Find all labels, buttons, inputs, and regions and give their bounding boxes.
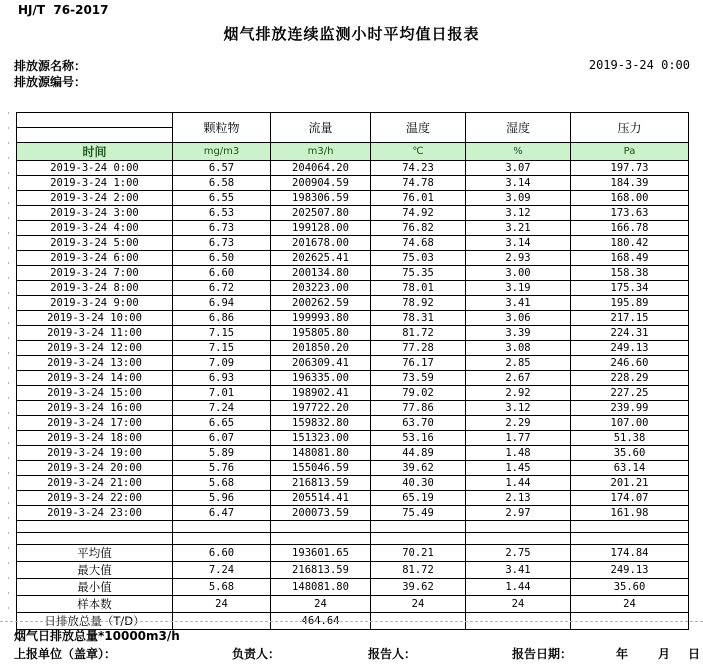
value-cell: 24 xyxy=(571,596,689,613)
time-cell: 2019-3-24 22:00 xyxy=(17,491,173,506)
value-cell: 249.13 xyxy=(571,341,689,356)
time-cell: 2019-3-24 18:00 xyxy=(17,431,173,446)
source-id-label: 排放源编号： xyxy=(14,75,87,89)
table-row xyxy=(17,476,689,491)
value-cell: 1.48 xyxy=(466,446,571,461)
flow-total-note: 烟气日排放总量*10000m3/h xyxy=(14,629,180,643)
value-cell: 6.55 xyxy=(173,191,271,206)
table-row xyxy=(17,161,689,176)
value-cell: 6.60 xyxy=(173,545,271,562)
summary-row xyxy=(17,545,689,562)
table-row xyxy=(17,176,689,191)
value-cell: 200262.59 xyxy=(271,296,371,311)
value-cell: 3.00 xyxy=(466,266,571,281)
value-cell: 216813.59 xyxy=(271,562,371,579)
value-cell: 3.19 xyxy=(466,281,571,296)
value-cell: 3.08 xyxy=(466,341,571,356)
value-cell xyxy=(371,533,466,545)
value-cell: 180.42 xyxy=(571,236,689,251)
value-cell: 3.41 xyxy=(466,296,571,311)
value-cell xyxy=(271,533,371,545)
value-cell: 2.29 xyxy=(466,416,571,431)
value-cell: 201678.00 xyxy=(271,236,371,251)
summary-row xyxy=(17,596,689,613)
value-cell: 464.64 xyxy=(271,613,371,630)
time-cell: 2019-3-24 16:00 xyxy=(17,401,173,416)
table-row xyxy=(17,401,689,416)
value-cell: 3.07 xyxy=(466,161,571,176)
value-cell xyxy=(371,521,466,533)
value-cell: 75.49 xyxy=(371,506,466,521)
value-cell: 6.65 xyxy=(173,416,271,431)
value-cell: 3.41 xyxy=(466,562,571,579)
value-cell: 2.13 xyxy=(466,491,571,506)
value-cell: 78.31 xyxy=(371,311,466,326)
time-cell: 2019-3-24 21:00 xyxy=(17,476,173,491)
value-cell: 39.62 xyxy=(371,579,466,596)
value-cell: 6.07 xyxy=(173,431,271,446)
table-row xyxy=(17,371,689,386)
value-cell: 53.16 xyxy=(371,431,466,446)
value-cell: 168.00 xyxy=(571,191,689,206)
value-cell: 201.21 xyxy=(571,476,689,491)
value-cell: 216813.59 xyxy=(271,476,371,491)
value-cell: 195805.80 xyxy=(271,326,371,341)
value-cell: 195.89 xyxy=(571,296,689,311)
standard-code: HJ/T 76-2017 xyxy=(18,3,109,17)
value-cell: 168.49 xyxy=(571,251,689,266)
value-cell: 24 xyxy=(371,596,466,613)
value-cell: 63.14 xyxy=(571,461,689,476)
time-cell: 2019-3-24 5:00 xyxy=(17,236,173,251)
value-cell: 6.86 xyxy=(173,311,271,326)
value-cell: 174.84 xyxy=(571,545,689,562)
value-cell: 40.30 xyxy=(371,476,466,491)
value-cell: 24 xyxy=(466,596,571,613)
value-cell: 200904.59 xyxy=(271,176,371,191)
value-cell xyxy=(466,533,571,545)
value-cell: 228.29 xyxy=(571,371,689,386)
value-cell: 2.97 xyxy=(466,506,571,521)
value-cell: 239.99 xyxy=(571,401,689,416)
table-body xyxy=(17,161,689,630)
time-cell: 2019-3-24 23:00 xyxy=(17,506,173,521)
time-cell: 2019-3-24 1:00 xyxy=(17,176,173,191)
value-cell: 107.00 xyxy=(571,416,689,431)
empty-row xyxy=(17,533,689,545)
value-cell: 77.28 xyxy=(371,341,466,356)
value-cell: 198902.41 xyxy=(271,386,371,401)
report-date-label: 报告日期： xyxy=(512,647,573,661)
value-cell: 6.47 xyxy=(173,506,271,521)
value-cell: 35.60 xyxy=(571,446,689,461)
time-cell: 2019-3-24 0:00 xyxy=(17,161,173,176)
cell xyxy=(17,533,173,545)
time-cell: 2019-3-24 7:00 xyxy=(17,266,173,281)
value-cell: 78.01 xyxy=(371,281,466,296)
sum-label: 平均值 xyxy=(17,545,173,562)
value-cell xyxy=(466,521,571,533)
value-cell: 77.86 xyxy=(371,401,466,416)
report-unit-label: 上报单位（盖章）： xyxy=(14,647,117,661)
value-cell: 7.09 xyxy=(173,356,271,371)
time-cell: 2019-3-24 4:00 xyxy=(17,221,173,236)
value-cell: 39.62 xyxy=(371,461,466,476)
value-cell: 246.60 xyxy=(571,356,689,371)
value-cell: 1.44 xyxy=(466,579,571,596)
time-cell: 2019-3-24 8:00 xyxy=(17,281,173,296)
time-cell: 2019-3-24 15:00 xyxy=(17,386,173,401)
sum-label: 最小值 xyxy=(17,579,173,596)
value-cell: 148081.80 xyxy=(271,579,371,596)
value-cell: 197.73 xyxy=(571,161,689,176)
time-cell: 2019-3-24 19:00 xyxy=(17,446,173,461)
value-cell: 159832.80 xyxy=(271,416,371,431)
value-cell: 78.92 xyxy=(371,296,466,311)
value-cell: 81.72 xyxy=(371,562,466,579)
table-row xyxy=(17,251,689,266)
value-cell: 7.01 xyxy=(173,386,271,401)
value-cell: 6.58 xyxy=(173,176,271,191)
empty-row xyxy=(17,521,689,533)
value-cell: 202507.80 xyxy=(271,206,371,221)
time-cell: 2019-3-24 11:00 xyxy=(17,326,173,341)
value-cell: 24 xyxy=(173,596,271,613)
value-cell xyxy=(173,521,271,533)
value-cell xyxy=(571,533,689,545)
value-cell: 224.31 xyxy=(571,326,689,341)
value-cell: 5.76 xyxy=(173,461,271,476)
table-row xyxy=(17,356,689,371)
value-cell: 174.07 xyxy=(571,491,689,506)
value-cell: 74.78 xyxy=(371,176,466,191)
value-cell: 51.38 xyxy=(571,431,689,446)
time-cell: 2019-3-24 2:00 xyxy=(17,191,173,206)
report-datetime: 2019-3-24 0:00 xyxy=(588,58,690,72)
time-cell: 2019-3-24 14:00 xyxy=(17,371,173,386)
header-row-top xyxy=(17,113,689,128)
value-cell: 74.92 xyxy=(371,206,466,221)
month-label: 月 xyxy=(658,647,671,661)
value-cell: 7.15 xyxy=(173,341,271,356)
value-cell: 3.12 xyxy=(466,401,571,416)
value-cell xyxy=(271,521,371,533)
value-cell: 6.73 xyxy=(173,221,271,236)
value-cell: 217.15 xyxy=(571,311,689,326)
table-row xyxy=(17,221,689,236)
value-cell: 7.15 xyxy=(173,326,271,341)
table-row xyxy=(17,236,689,251)
value-cell: 199128.00 xyxy=(271,221,371,236)
time-cell: 2019-3-24 3:00 xyxy=(17,206,173,221)
value-cell: 227.25 xyxy=(571,386,689,401)
table-row xyxy=(17,446,689,461)
value-cell: 200134.80 xyxy=(271,266,371,281)
value-cell: 79.02 xyxy=(371,386,466,401)
value-cell: 5.68 xyxy=(173,476,271,491)
time-cell: 2019-3-24 12:00 xyxy=(17,341,173,356)
value-cell: 76.82 xyxy=(371,221,466,236)
time-column-header: 时间 xyxy=(17,143,173,161)
day-label: 日 xyxy=(688,647,701,661)
value-cell: 1.45 xyxy=(466,461,571,476)
value-cell: 6.50 xyxy=(173,251,271,266)
corner-cell-bottom xyxy=(17,128,173,143)
value-cell: 76.01 xyxy=(371,191,466,206)
value-cell: 206309.41 xyxy=(271,356,371,371)
value-cell: 193601.65 xyxy=(271,545,371,562)
time-cell: 2019-3-24 9:00 xyxy=(17,296,173,311)
table-row xyxy=(17,281,689,296)
value-cell: 6.72 xyxy=(173,281,271,296)
value-cell: 201850.20 xyxy=(271,341,371,356)
source-name-label: 排放源名称： xyxy=(14,59,87,73)
value-cell: 1.77 xyxy=(466,431,571,446)
summary-row xyxy=(17,562,689,579)
value-cell: 5.68 xyxy=(173,579,271,596)
value-cell: 44.89 xyxy=(371,446,466,461)
reporter-label: 报告人： xyxy=(368,647,417,661)
value-cell: 202625.41 xyxy=(271,251,371,266)
value-cell: 24 xyxy=(271,596,371,613)
value-cell: 2.85 xyxy=(466,356,571,371)
page-break-dashed-hline xyxy=(0,621,703,622)
value-cell: 74.23 xyxy=(371,161,466,176)
value-cell: 65.19 xyxy=(371,491,466,506)
value-cell: 81.72 xyxy=(371,326,466,341)
table-row xyxy=(17,416,689,431)
value-cell: 63.70 xyxy=(371,416,466,431)
value-cell: 205514.41 xyxy=(271,491,371,506)
value-cell: 6.57 xyxy=(173,161,271,176)
page-break-dashed-vline xyxy=(8,112,9,618)
value-cell: 6.73 xyxy=(173,236,271,251)
value-cell: 5.89 xyxy=(173,446,271,461)
value-cell: 2.93 xyxy=(466,251,571,266)
value-cell: 173.63 xyxy=(571,206,689,221)
corner-cell-top xyxy=(17,113,173,128)
sum-label: 最大值 xyxy=(17,562,173,579)
time-cell: 2019-3-24 17:00 xyxy=(17,416,173,431)
table-row xyxy=(17,461,689,476)
table-row xyxy=(17,431,689,446)
value-cell: 5.96 xyxy=(173,491,271,506)
time-cell: 2019-3-24 13:00 xyxy=(17,356,173,371)
value-cell: 73.59 xyxy=(371,371,466,386)
value-cell: 184.39 xyxy=(571,176,689,191)
time-cell: 2019-3-24 10:00 xyxy=(17,311,173,326)
value-cell: 204064.20 xyxy=(271,161,371,176)
value-cell: 7.24 xyxy=(173,562,271,579)
value-cell: 166.78 xyxy=(571,221,689,236)
value-cell: 3.14 xyxy=(466,176,571,191)
value-cell: 76.17 xyxy=(371,356,466,371)
value-cell xyxy=(173,533,271,545)
column-header-temperature: 温度 xyxy=(371,113,466,143)
value-cell: 35.60 xyxy=(571,579,689,596)
column-header-pressure: 压力 xyxy=(571,113,689,143)
table-row xyxy=(17,296,689,311)
table-row xyxy=(17,206,689,221)
time-cell: 2019-3-24 6:00 xyxy=(17,251,173,266)
column-header-flow: 流量 xyxy=(271,113,371,143)
value-cell: 6.93 xyxy=(173,371,271,386)
value-cell: 161.98 xyxy=(571,506,689,521)
value-cell: 75.03 xyxy=(371,251,466,266)
table-row xyxy=(17,506,689,521)
value-cell: 3.09 xyxy=(466,191,571,206)
value-cell: 155046.59 xyxy=(271,461,371,476)
responsible-person-label: 负责人： xyxy=(232,647,281,661)
sum-label: 样本数 xyxy=(17,596,173,613)
value-cell: 3.39 xyxy=(466,326,571,341)
value-cell: 3.21 xyxy=(466,221,571,236)
cell xyxy=(17,521,173,533)
table-row xyxy=(17,326,689,341)
unit-mg-m3: mg/m3 xyxy=(173,143,271,161)
table-row xyxy=(17,341,689,356)
unit-pa: Pa xyxy=(571,143,689,161)
table-row xyxy=(17,191,689,206)
value-cell: 2.75 xyxy=(466,545,571,562)
unit-percent: % xyxy=(466,143,571,161)
summary-row xyxy=(17,579,689,596)
table-row xyxy=(17,266,689,281)
table-row xyxy=(17,491,689,506)
column-header-humidity: 湿度 xyxy=(466,113,571,143)
units-row xyxy=(17,143,689,161)
value-cell: 175.34 xyxy=(571,281,689,296)
value-cell: 198306.59 xyxy=(271,191,371,206)
value-cell: 70.21 xyxy=(371,545,466,562)
value-cell: 203223.00 xyxy=(271,281,371,296)
value-cell: 2.67 xyxy=(466,371,571,386)
value-cell: 7.24 xyxy=(173,401,271,416)
sum-label: 日排放总量（T/D） xyxy=(17,613,173,630)
value-cell: 3.06 xyxy=(466,311,571,326)
value-cell: 6.94 xyxy=(173,296,271,311)
value-cell: 197722.20 xyxy=(271,401,371,416)
value-cell: 6.53 xyxy=(173,206,271,221)
value-cell: 3.14 xyxy=(466,236,571,251)
value-cell xyxy=(571,521,689,533)
value-cell: 75.35 xyxy=(371,266,466,281)
value-cell: 196335.00 xyxy=(271,371,371,386)
value-cell: 74.68 xyxy=(371,236,466,251)
value-cell: 2.92 xyxy=(466,386,571,401)
time-cell: 2019-3-24 20:00 xyxy=(17,461,173,476)
value-cell: 148081.80 xyxy=(271,446,371,461)
column-header-particulate: 颗粒物 xyxy=(173,113,271,143)
value-cell: 200073.59 xyxy=(271,506,371,521)
unit-m3-h: m3/h xyxy=(271,143,371,161)
year-label: 年 xyxy=(616,647,629,661)
value-cell: 158.38 xyxy=(571,266,689,281)
value-cell: 199993.80 xyxy=(271,311,371,326)
value-cell: 1.44 xyxy=(466,476,571,491)
unit-celsius: ℃ xyxy=(371,143,466,161)
value-cell: 151323.00 xyxy=(271,431,371,446)
table-row xyxy=(17,386,689,401)
value-cell: 3.12 xyxy=(466,206,571,221)
table-row xyxy=(17,311,689,326)
hourly-average-table xyxy=(16,112,689,630)
page-title: 烟气排放连续监测小时平均值日报表 xyxy=(223,25,480,43)
value-cell: 249.13 xyxy=(571,562,689,579)
value-cell: 6.60 xyxy=(173,266,271,281)
